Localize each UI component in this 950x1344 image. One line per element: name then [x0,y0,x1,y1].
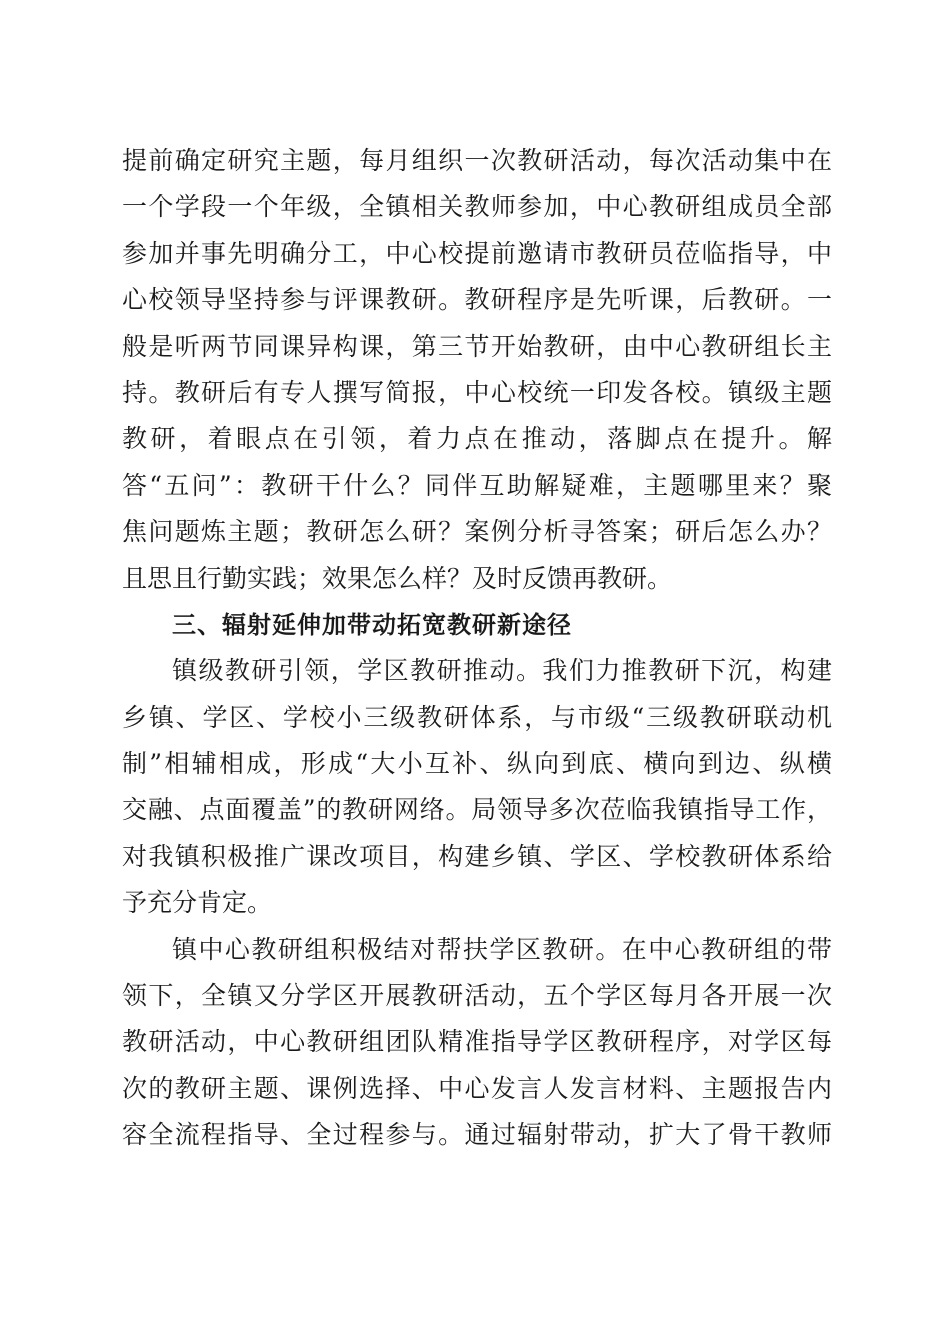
text-line: 制”相辅相成，形成“大小互补、纵向到底、横向到边、纵横 [122,749,832,779]
text-line: 对我镇积极推广课改项目，构建乡镇、学区、学校教研体系给 [122,841,832,871]
text-line: 乡镇、学区、学校小三级教研体系，与市级“三级教研联动机 [122,702,832,732]
text-line: 提前确定研究主题，每月组织一次教研活动，每次活动集中在 [122,146,832,175]
paragraph-2 [122,648,832,926]
paragraph-1 [122,138,832,602]
text-line: 交融、点面覆盖”的教研网络。局领导多次莅临我镇指导工作， [122,795,832,825]
document-body [122,138,832,1159]
text-line: 领下，全镇又分学区开展教研活动，五个学区每月各开展一次 [122,981,832,1011]
text-line: 次的教研主题、课例选择、中心发言人发言材料、主题报告内 [122,1073,832,1103]
text-line: 镇中心教研组积极结对帮扶学区教研。在中心教研组的带 [172,934,832,964]
text-line: 容全流程指导、全过程参与。通过辐射带动，扩大了骨干教师 [122,1120,832,1150]
text-line: 教研，着眼点在引领，着力点在推动，落脚点在提升。解 [122,424,832,454]
text-line: 镇级教研引领，学区教研推动。我们力推教研下沉，构建 [172,656,832,686]
text-line: 教研活动，中心教研组团队精准指导学区教研程序，对学区每 [122,1027,832,1057]
text-line: 般是听两节同课异构课，第三节开始教研，由中心教研组长主 [122,331,832,361]
paragraph-3 [122,927,832,1159]
section-heading: 三、辐射延伸加带动拓宽教研新途径 [172,610,572,639]
text-line: 参加并事先明确分工，中心校提前邀请市教研员莅临指导，中 [122,238,832,268]
text-line: 且思且行勤实践；效果怎么样？及时反馈再教研。 [122,563,673,593]
text-line: 予充分肯定。 [122,888,273,918]
text-line: 心校领导坚持参与评课教研。教研程序是先听课，后教研。一 [122,285,832,315]
text-line: 焦问题炼主题；教研怎么研？案例分析寻答案；研后怎么办？ [122,517,832,547]
text-line: 一个学段一个年级，全镇相关教师参加，中心教研组成员全部 [122,192,832,222]
text-line: 持。教研后有专人撰写简报，中心校统一印发各校。镇级主题 [122,377,832,407]
text-line: 答“五问”：教研干什么？同伴互助解疑难，主题哪里来？聚 [122,470,832,500]
